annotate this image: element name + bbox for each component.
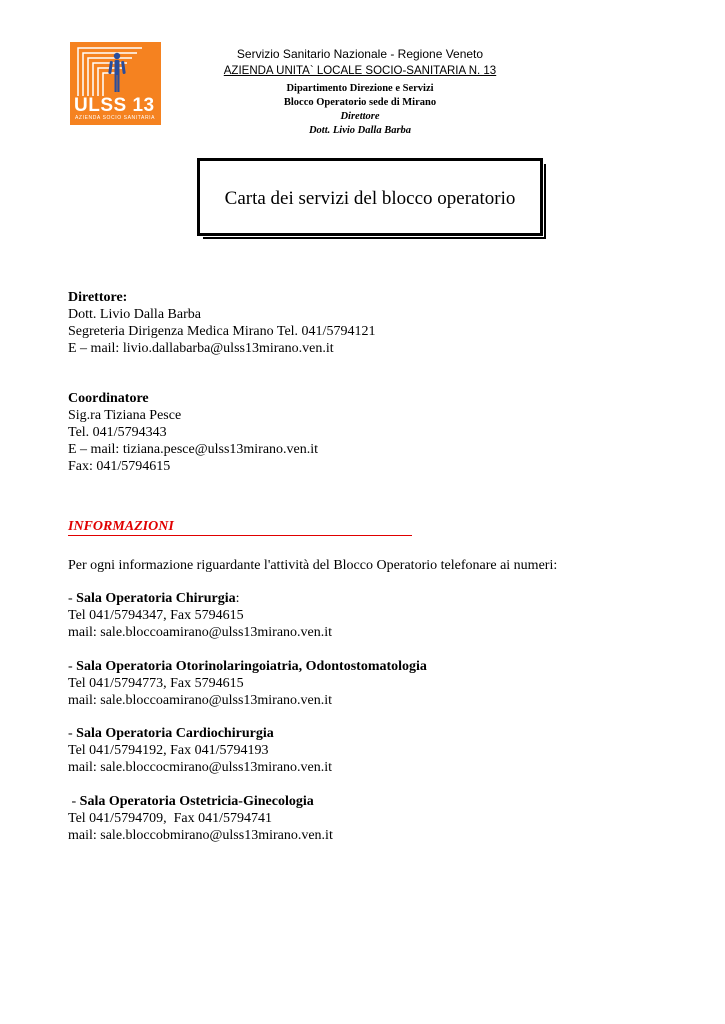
sala-orl-phones: Tel 041/5794773, Fax 5794615: [68, 676, 244, 691]
sala-orl-mail: mail: sale.bloccoamirano@ulss13mirano.ven.it: [68, 693, 333, 708]
direttore-heading: Direttore:: [68, 290, 128, 305]
logo-subtitle: AZIENDA SOCIO SANITARIA: [75, 115, 156, 121]
sala-ostetricia-title: - Sala Operatoria Ostetricia-Ginecologia: [68, 794, 314, 809]
coordinatore-tel: Tel. 041/5794343: [68, 425, 167, 440]
coordinatore-email: E – mail: tiziana.pesce@ulss13mirano.ven.it: [68, 442, 319, 457]
header-line-4: Blocco Operatorio sede di Mirano: [283, 97, 437, 108]
header-line-1: Servizio Sanitario Nazionale - Regione Veneto: [236, 47, 484, 61]
sala-chirurgia-phones: Tel 041/5794347, Fax 5794615: [68, 608, 244, 623]
informazioni-underline: [68, 535, 412, 536]
logo-title: ULSS 13: [74, 95, 155, 116]
header-line-6: Dott. Livio Dalla Barba: [308, 125, 412, 136]
header-line-3: Dipartimento Direzione e Servizi: [286, 83, 434, 94]
title-box: [197, 158, 543, 236]
direttore-name: Dott. Livio Dalla Barba: [68, 307, 201, 322]
coordinatore-heading: Coordinatore: [68, 391, 149, 406]
sala-orl-title: - Sala Operatoria Otorinolaringoiatria, Odontostomatologia: [68, 659, 427, 674]
header-line-2: AZIENDA UNITA` LOCALE SOCIO-SANITARIA N. 13: [223, 65, 497, 77]
sala-ostetricia-phones: Tel 041/5794709, Fax 041/5794741: [68, 811, 272, 826]
informazioni-intro: Per ogni informazione riguardante l'attività del Blocco Operatorio telefonare ai numeri:: [68, 558, 558, 573]
document-title: Carta dei servizi del blocco operatorio: [224, 188, 516, 209]
sala-cardiochirurgia-title: - Sala Operatoria Cardiochirurgia: [68, 726, 274, 741]
sala-chirurgia-title: - Sala Operatoria Chirurgia:: [68, 591, 240, 606]
ulss13-logo: [70, 42, 161, 125]
coordinatore-name: Sig.ra Tiziana Pesce: [68, 408, 182, 423]
sala-cardiochirurgia-phones: Tel 041/5794192, Fax 041/5794193: [68, 743, 269, 758]
direttore-segreteria: Segreteria Dirigenza Medica Mirano Tel. 041/5794121: [68, 324, 376, 339]
sala-ostetricia-mail: mail: sale.bloccobmirano@ulss13mirano.ven.it: [68, 828, 333, 843]
sala-cardiochirurgia-mail: mail: sale.bloccocmirano@ulss13mirano.ven.it: [68, 760, 333, 775]
informazioni-heading: INFORMAZIONI: [68, 519, 174, 534]
sala-chirurgia-mail: mail: sale.bloccoamirano@ulss13mirano.ven.it: [68, 625, 333, 640]
coordinatore-fax: Fax: 041/5794615: [68, 459, 171, 474]
header-line-5: Direttore: [340, 111, 380, 122]
direttore-email: E – mail: livio.dallabarba@ulss13mirano.ven.it: [68, 341, 334, 356]
